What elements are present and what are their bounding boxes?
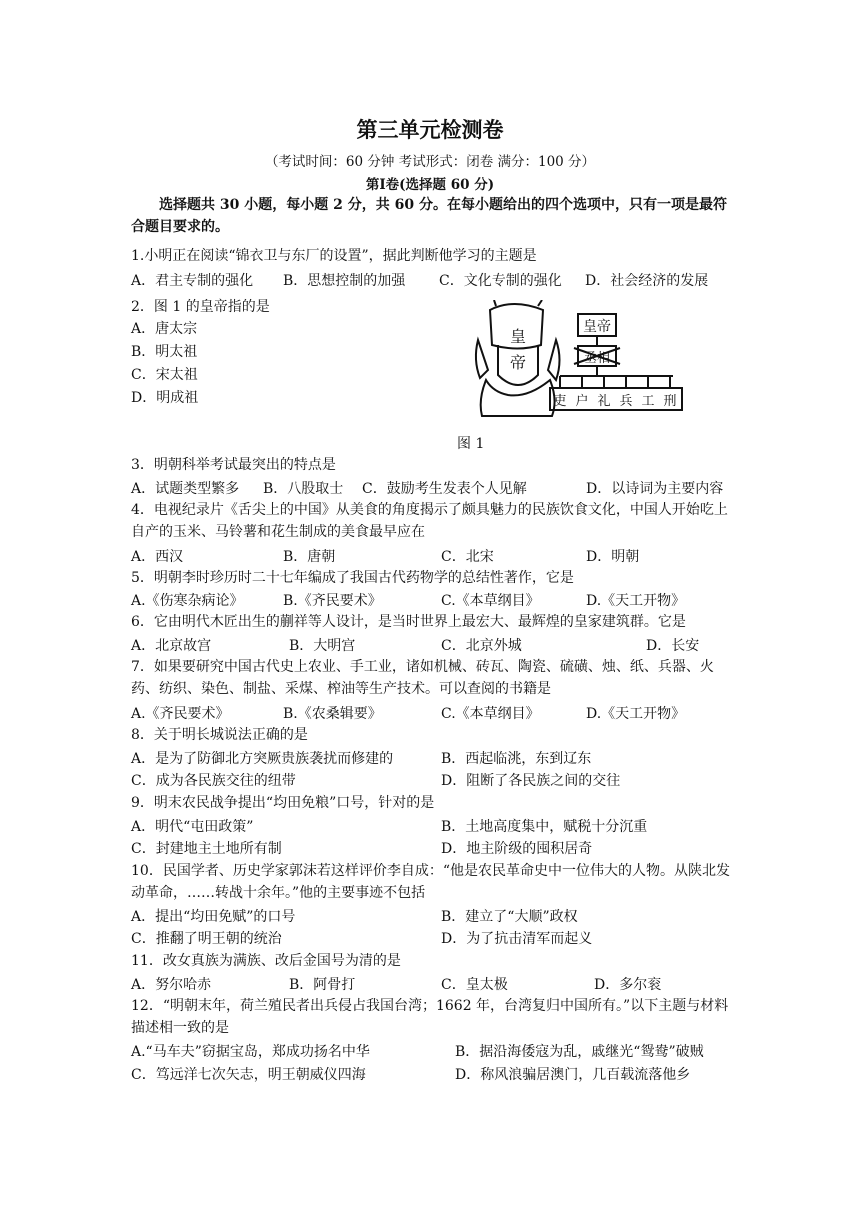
q9-option-a: A．明代“屯田政策” — [131, 819, 254, 835]
q9-option-d: D．地主阶级的囤积居奇 — [441, 841, 593, 857]
q3-option-d: D．以诗词为主要内容 — [586, 481, 724, 497]
q12-option-b: B．据沿海倭寇为乱，戚继光“鸳鸯”破贼 — [455, 1044, 704, 1060]
q11-option-d: D．多尔衮 — [594, 977, 662, 993]
emperor-box-text: 皇帝 — [583, 319, 611, 335]
q5-option-d: D.《天工开物》 — [586, 593, 686, 609]
question-12-stem: 12．“明朝末年，荷兰殖民者出兵侵占我国台湾；1662 年，台湾复归中国所有。”以下主题与材料描述相一致的是 — [131, 998, 729, 1036]
question-10-stem: 10．民国学者、历史学家郭沫若这样评价李自成：“他是农民革命史中一位伟大的人物。从陕北发动革命，……转战十余年。”他的主要事迹不包括 — [131, 863, 730, 901]
q4-option-a: A．西汉 — [131, 549, 184, 565]
q1-option-d: D．社会经济的发展 — [585, 273, 709, 289]
question-1-stem: 1.小明正在阅读“锦衣卫与东厂的设置”，据此判断他学习的主题是 — [131, 248, 537, 264]
q8-option-b: B．西起临洮，东到辽东 — [441, 751, 592, 767]
q3-option-c: C．鼓励考生发表个人见解 — [362, 481, 527, 497]
q2-option-b: B．明太祖 — [131, 344, 198, 360]
ministry-3: 礼 — [597, 394, 611, 409]
q4-option-c: C．北宋 — [441, 549, 494, 565]
cartoon-label-1: 皇 — [509, 327, 527, 346]
q10-option-b: B．建立了“大顺”政权 — [441, 909, 578, 925]
q7-option-c: C.《本草纲目》 — [441, 706, 540, 722]
question-7-stem: 7．如果要研究中国古代史上农业、手工业，诸如机械、砖瓦、陶瓷、硫磺、烛、纸、兵器、火药、纺织、染色、制盐、采煤、榨油等生产技术。可以查阅的书籍是 — [131, 659, 714, 697]
question-5-stem: 5．明朝李时珍历时二十七年编成了我国古代药物学的总结性著作，它是 — [131, 570, 574, 586]
q6-option-c: C．北京外城 — [441, 638, 522, 654]
q1-option-a: A．君主专制的强化 — [131, 273, 254, 289]
instructions: 选择题共 30 小题，每小题 2 分，共 60 分。在每小题给出的四个选项中，只有一项是最符合题目要求的。 — [131, 197, 727, 235]
q7-option-b: B.《农桑辑要》 — [283, 706, 382, 722]
q11-option-b: B．阿骨打 — [289, 977, 356, 993]
q4-option-d: D．明朝 — [586, 549, 640, 565]
q5-option-a: A.《伤寒杂病论》 — [131, 593, 244, 609]
q11-option-a: A．努尔哈赤 — [131, 977, 212, 993]
ministry-4: 兵 — [619, 394, 633, 409]
q10-option-d: D．为了抗击清军而起义 — [441, 931, 593, 947]
question-4-stem: 4．电视纪录片《舌尖上的中国》从美食的角度揭示了颇具魅力的民族饮食文化，中国人开始吃上自产的玉米、马铃薯和花生制成的美食最早应在 — [131, 502, 728, 540]
q3-option-b: B．八股取士 — [263, 481, 344, 497]
ministry-1: 吏 — [553, 394, 567, 409]
q8-option-d: D．阻断了各民族之间的交往 — [441, 773, 621, 789]
q12-option-a: A.“马车夫”窃据宝岛，郑成功扬名中华 — [131, 1044, 370, 1060]
q7-option-d: D.《天工开物》 — [586, 706, 686, 722]
question-8-stem: 8．关于明长城说法正确的是 — [131, 727, 308, 743]
q5-option-c: C.《本草纲目》 — [441, 593, 540, 609]
q5-option-b: B.《齐民要术》 — [283, 593, 382, 609]
ministry-6: 刑 — [663, 394, 677, 409]
q8-option-a: A．是为了防御北方突厥贵族袭扰而修建的 — [131, 751, 394, 767]
question-9-stem: 9．明末农民战争提出“均田免粮”口号，针对的是 — [131, 795, 435, 811]
q11-option-c: C．皇太极 — [441, 977, 508, 993]
q1-option-c: C．文化专制的强化 — [439, 273, 562, 289]
question-2-stem: 2．图 1 的皇帝指的是 — [131, 299, 270, 315]
q9-option-b: B．土地高度集中，赋税十分沉重 — [441, 819, 648, 835]
q10-option-c: C．推翻了明王朝的统治 — [131, 931, 282, 947]
q2-option-a: A．唐太宗 — [131, 321, 198, 337]
q12-option-c: C．笃远洋七次矢志，明王朝威仪四海 — [131, 1067, 366, 1083]
q9-option-c: C．封建地主土地所有制 — [131, 841, 282, 857]
q6-option-a: A．北京故宫 — [131, 638, 212, 654]
q10-option-a: A．提出“均田免赋”的口号 — [131, 909, 296, 925]
q4-option-b: B．唐朝 — [283, 549, 336, 565]
q2-option-d: D．明成祖 — [131, 390, 199, 406]
ministry-5: 工 — [641, 394, 655, 409]
cartoon-label-2: 帝 — [509, 353, 527, 372]
q8-option-c: C．成为各民族交往的纽带 — [131, 773, 296, 789]
question-6-stem: 6．它由明代木匠出生的蒯祥等人设计，是当时世界上最宏大、最辉煌的皇家建筑群。它是 — [131, 614, 686, 630]
ministries-box — [550, 388, 682, 410]
section-heading: 第Ⅰ卷(选择题 60 分) — [365, 177, 495, 193]
q6-option-b: B．大明宫 — [289, 638, 356, 654]
page-title: 第三单元检测卷 — [356, 118, 504, 142]
q2-option-c: C．宋太祖 — [131, 367, 198, 383]
question-3-stem: 3．明朝科举考试最突出的特点是 — [131, 457, 336, 473]
q1-option-b: B．思想控制的加强 — [283, 273, 406, 289]
chancellor-box-text: 丞相 — [583, 351, 611, 366]
q3-option-a: A．试题类型繁多 — [131, 481, 240, 497]
exam-info: （考试时间：60 分钟 考试形式：闭卷 满分：100 分） — [264, 154, 596, 170]
q12-option-d: D．称风浪骗居澳门，几百载流落他乡 — [455, 1067, 691, 1083]
question-11-stem: 11．改女真族为满族、改后金国号为清的是 — [131, 953, 401, 969]
q6-option-d: D．长安 — [646, 638, 700, 654]
q7-option-a: A.《齐民要术》 — [131, 706, 230, 722]
figure-caption: 图 1 — [457, 436, 485, 452]
emperor-power-figure — [468, 300, 690, 418]
ministry-2: 户 — [575, 394, 589, 409]
